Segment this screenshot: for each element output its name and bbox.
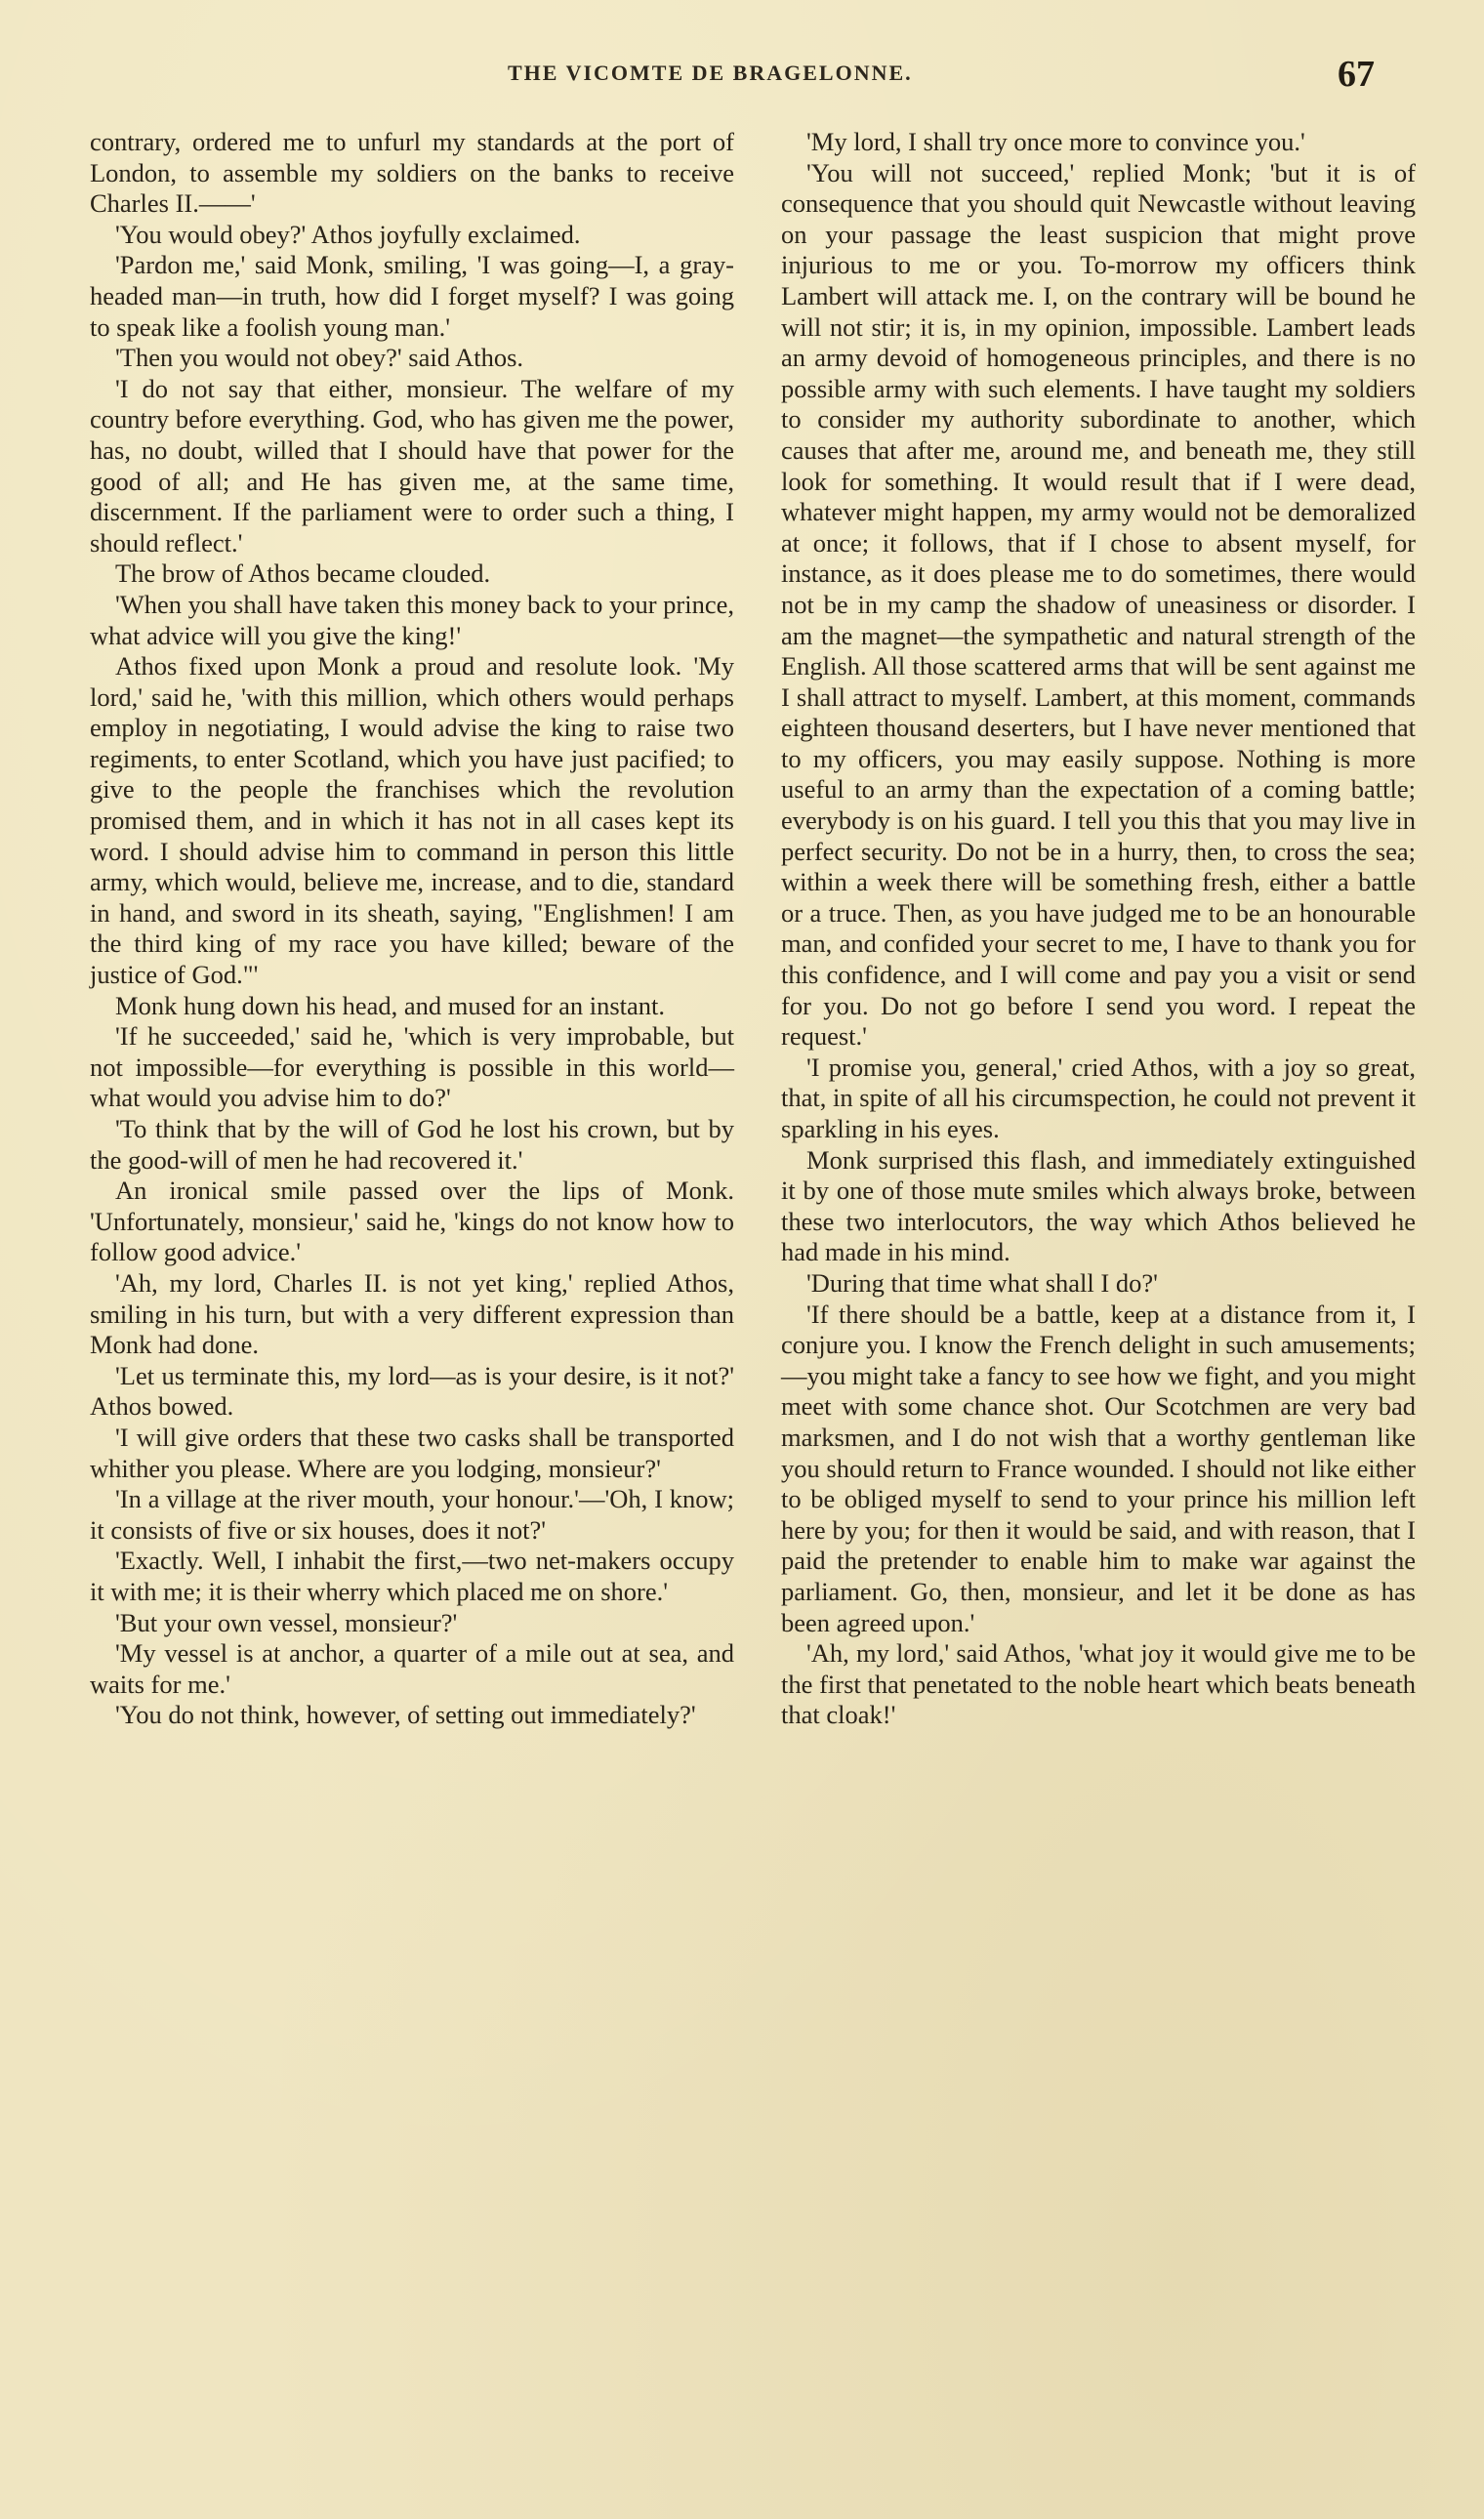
page-number: 67 <box>1338 54 1375 95</box>
paragraph: An ironical smile passed over the lips of Monk. 'Unfortunately, monsieur,' said he, 'kings do not know how to follow good advice.' <box>90 1176 734 1267</box>
paragraph: 'You do not think, however, of setting out immediately?' <box>115 1700 696 1730</box>
paragraph: Monk surprised this flash, and immediately extinguished it by one of those mute smiles which always broke, between these two interlocutors, the way which Athos believed he had made in his mind. <box>781 1144 1416 1267</box>
running-head <box>0 54 1484 105</box>
paragraph: 'I do not say that either, monsieur. The welfare of my country before everything. God, who has given me the power, has, no doubt, willed that I should have that power for the good of all; and He has given me, at the same time, discernment. If the parliament were to order such a thing, I should reflect.' <box>90 373 734 557</box>
paragraph: 'Ah, my lord,' said Athos, 'what joy it would give me to be the first that penetated to the noble heart which beats beneath that cloak!' <box>781 1638 1416 1730</box>
paragraph: 'I promise you, general,' cried Athos, with a joy so great, that, in spite of all his circumspection, he could not prevent it sparkling in his eyes. <box>781 1052 1416 1143</box>
paragraph: 'Ah, my lord, Charles II. is not yet king,' replied Athos, smiling in his turn, but with a very different expression than Monk had done. <box>90 1267 734 1360</box>
paragraph: contrary, ordered me to unfurl my standards at the port of London, to assemble my soldiers on the banks to receive Charles II.——' <box>90 127 734 219</box>
paragraph: 'If he succeeded,' said he, 'which is very improbable, but not impossible—for everything is possible in this world—what would you advise him to do?' <box>90 1021 734 1113</box>
paragraph: Athos fixed upon Monk a proud and resolute look. 'My lord,' said he, 'with this million, which others would perhaps employ in negotiating, I would advise the king to raise two regiments, to enter Scotland, which you have just pacified; to give to the people the franchises which the revolution promised them, and in which it has not in all cases kept its word. I should advise him to command in person this little army, which would, believe me, increase, and to die, standard in hand, and sword in its sheath, saying, "Englishmen! I am the third king of my race you have killed; beware of the justice of God."' <box>90 651 734 990</box>
paragraph: The brow of Athos became clouded. <box>115 558 491 589</box>
running-title: THE VICOMTE DE BRAGELONNE. <box>508 61 913 85</box>
paragraph: 'Then you would not obey?' said Athos. <box>115 343 524 373</box>
paragraph: 'You would obey?' Athos joyfully exclaimed. <box>115 219 581 249</box>
paragraph: 'My lord, I shall try once more to convince you.' <box>806 127 1305 156</box>
paragraph: 'When you shall have taken this money back to your prince, what advice will you give the king!' <box>90 589 734 650</box>
paragraph: 'My vessel is at anchor, a quarter of a mile out at sea, and waits for me.' <box>90 1638 734 1699</box>
left-column <box>90 127 734 1731</box>
paragraph: 'But your own vessel, monsieur?' <box>115 1607 458 1637</box>
paragraph: 'Let us terminate this, my lord—as is your desire, is it not?' Athos bowed. <box>90 1360 734 1422</box>
paragraph: 'During that time what shall I do?' <box>806 1267 1158 1298</box>
paragraph: 'Exactly. Well, I inhabit the first,—two net-makers occupy it with me; it is their wherry which placed me on shore.' <box>90 1546 734 1606</box>
right-column <box>781 127 1416 1731</box>
paragraph: 'In a village at the river mouth, your honour.'—'Oh, I know; it consists of five or six houses, does it not?' <box>90 1484 734 1545</box>
paragraph: 'You will not succeed,' replied Monk; 'but it is of consequence that you should quit Newcastle without leaving on your passage the least suspicion that might prove injurious to me or you. To-morrow my officers think Lambert will attack me. I, on the contrary will be bound he will not stir; it is, in my opinion, impossible. Lambert leads an army devoid of homogeneous principles, and there is no possible army with such elements. I have taught my soldiers to consider my authority subordinate to another, which causes that after me, around me, and beneath me, they still look for something. It would result that if I were dead, whatever might happen, my army would not be demoralized at once; it follows, that if I chose to absent myself, for instance, as it does please me to do sometimes, there would not be in my camp the shadow of uneasiness or disorder. I am the magnet—the sympathetic and natural strength of the English. All those scattered arms that will be sent against me I shall attract to myself. Lambert, at this moment, commands eighteen thousand deserters, but I have never mentioned that to my officers, you may easily suppose. Nothing is more useful to an army than the expectation of a coming battle; everybody is on his guard. I tell you this that you may live in perfect security. Do not be in a hurry, then, to cross the sea; within a week there will be something fresh, either a battle or a truce. Then, as you have judged me to be an honourable man, and confided your secret to me, I have to thank you for this confidence, and I will come and pay you a visit or send for you. Do not go before I send you word. I repeat the request.' <box>781 157 1416 1052</box>
paragraph: Monk hung down his head, and mused for an instant. <box>115 990 666 1020</box>
paragraph: 'I will give orders that these two casks shall be transported whither you please. Where are you lodging, monsieur?' <box>90 1422 734 1483</box>
paragraph: 'To think that by the will of God he lost his crown, but by the good-will of men he had recovered it.' <box>90 1114 734 1175</box>
paragraph: 'Pardon me,' said Monk, smiling, 'I was going—I, a gray-headed man—in truth, how did I forget myself? I was going to speak like a foolish young man.' <box>90 250 734 342</box>
paragraph: 'If there should be a battle, keep at a distance from it, I conjure you. I know the French delight in such amusements;—you might take a fancy to see how we fight, and you might meet with some chance shot. Our Scotchmen are very bad marksmen, and I do not wish that a worthy gentleman like you should return to France wounded. I should not like either to be obliged myself to send to your prince his million left here by you; for then it would be said, and with reason, that I paid the pretender to enable him to make war against the parliament. Go, then, monsieur, and let it be done as has been agreed upon.' <box>781 1299 1416 1637</box>
